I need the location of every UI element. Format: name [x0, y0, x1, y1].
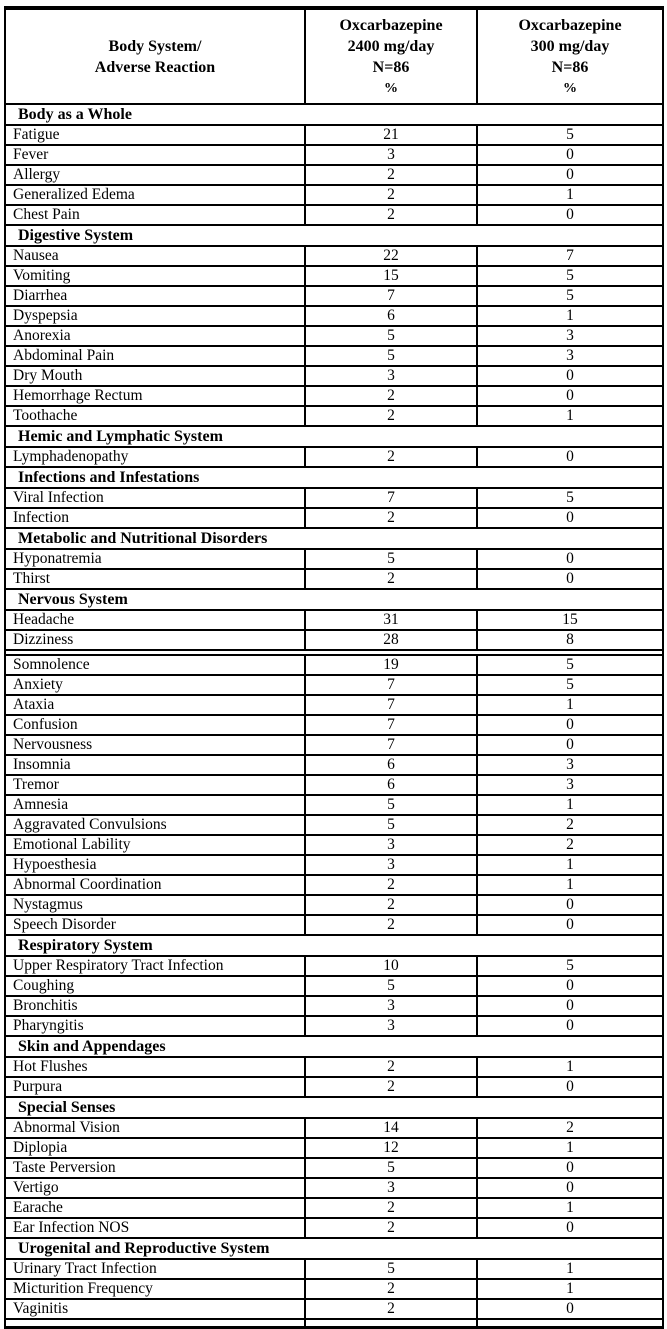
value-2400mg: 7 [305, 488, 477, 508]
reaction-name: Aggravated Convulsions [5, 815, 305, 835]
table-row [5, 956, 663, 976]
table-row [5, 1158, 663, 1178]
header-300-dose: 300 mg/day [530, 37, 610, 55]
table-row [5, 795, 663, 815]
table-header-row [5, 8, 663, 104]
value-300mg: 5 [477, 266, 663, 286]
table-row [5, 996, 663, 1016]
reaction-name: Viral Infection [5, 488, 305, 508]
table-row [5, 1178, 663, 1198]
table-row [5, 855, 663, 875]
table-row [5, 735, 663, 755]
value-2400mg: 10 [305, 956, 477, 976]
reaction-name: Somnolence [5, 655, 305, 675]
table-row [5, 246, 663, 266]
value-2400mg: 7 [305, 286, 477, 306]
header-body-system [5, 8, 305, 104]
value-300mg: 0 [477, 366, 663, 386]
reaction-name: Upper Respiratory Tract Infection [5, 956, 305, 976]
table-row [5, 976, 663, 996]
reaction-name: Nervousness [5, 735, 305, 755]
table-row [5, 815, 663, 835]
reaction-name: Vertigo [5, 1178, 305, 1198]
table-row [5, 755, 663, 775]
header-oxcarbazepine-2400 [305, 8, 477, 104]
value-2400mg: 2 [305, 1077, 477, 1097]
value-300mg: 2 [477, 835, 663, 855]
section-title: Body as a Whole [5, 104, 663, 125]
table-row [5, 1198, 663, 1218]
value-300mg: 5 [477, 675, 663, 695]
value-2400mg: 2 [305, 508, 477, 528]
value-2400mg: 6 [305, 306, 477, 326]
table-row [5, 1279, 663, 1299]
value-2400mg: 7 [305, 715, 477, 735]
value-300mg: 0 [477, 569, 663, 589]
section-title: Infections and Infestations [5, 467, 663, 488]
value-300mg: 2 [477, 1118, 663, 1138]
adverse-reactions-table [4, 6, 664, 1329]
table-row [5, 835, 663, 855]
table-row [5, 549, 663, 569]
value-2400mg: 5 [305, 815, 477, 835]
value-300mg: 0 [477, 1178, 663, 1198]
table-row [5, 715, 663, 735]
section-header-row [5, 426, 663, 447]
reaction-name: Dry Mouth [5, 366, 305, 386]
reaction-name: Diplopia [5, 1138, 305, 1158]
value-2400mg: 6 [305, 775, 477, 795]
value-2400mg: 21 [305, 125, 477, 145]
value-2400mg: 5 [305, 1158, 477, 1178]
reaction-name: Hyponatremia [5, 549, 305, 569]
value-2400mg: 5 [305, 1259, 477, 1279]
table-row [5, 286, 663, 306]
value-2400mg: 3 [305, 366, 477, 386]
table-row [5, 1299, 663, 1319]
value-300mg: 5 [477, 286, 663, 306]
table-row [5, 266, 663, 286]
table-row [5, 695, 663, 715]
value-300mg: 1 [477, 306, 663, 326]
reaction-name: Tremor [5, 775, 305, 795]
table-row [5, 915, 663, 935]
reaction-name: Abnormal Vision [5, 1118, 305, 1138]
value-2400mg: 2 [305, 165, 477, 185]
value-300mg: 0 [477, 165, 663, 185]
value-300mg: 1 [477, 795, 663, 815]
cropped-empty-cell [305, 1319, 477, 1328]
value-300mg: 1 [477, 1138, 663, 1158]
table-row [5, 1016, 663, 1036]
table-row [5, 569, 663, 589]
reaction-name: Nystagmus [5, 895, 305, 915]
value-300mg: 1 [477, 406, 663, 426]
cropped-empty-cell [5, 1319, 305, 1328]
value-300mg: 1 [477, 1279, 663, 1299]
reaction-name: Purpura [5, 1077, 305, 1097]
table-row [5, 406, 663, 426]
table-row [5, 165, 663, 185]
reaction-name: Allergy [5, 165, 305, 185]
reaction-name: Dizziness [5, 630, 305, 650]
reaction-name: Bronchitis [5, 996, 305, 1016]
cropped-empty-row [5, 1319, 663, 1328]
value-300mg: 0 [477, 1158, 663, 1178]
value-2400mg: 7 [305, 675, 477, 695]
table-row [5, 386, 663, 406]
value-300mg: 0 [477, 915, 663, 935]
value-2400mg: 5 [305, 976, 477, 996]
reaction-name: Thirst [5, 569, 305, 589]
value-300mg: 5 [477, 125, 663, 145]
section-title: Digestive System [5, 225, 663, 246]
table-row [5, 1118, 663, 1138]
header-body-system-line1: Body System/ [108, 37, 202, 55]
value-300mg: 1 [477, 1198, 663, 1218]
reaction-name: Anorexia [5, 326, 305, 346]
header-2400-percent: % [384, 80, 398, 96]
value-2400mg: 2 [305, 205, 477, 225]
value-300mg: 3 [477, 326, 663, 346]
section-title: Skin and Appendages [5, 1036, 663, 1057]
section-header-row [5, 225, 663, 246]
value-300mg: 5 [477, 488, 663, 508]
value-300mg: 0 [477, 715, 663, 735]
value-2400mg: 3 [305, 145, 477, 165]
value-2400mg: 14 [305, 1118, 477, 1138]
section-title: Metabolic and Nutritional Disorders [5, 528, 663, 549]
value-300mg: 1 [477, 1259, 663, 1279]
reaction-name: Hemorrhage Rectum [5, 386, 305, 406]
table-row [5, 366, 663, 386]
value-300mg: 5 [477, 655, 663, 675]
table-row [5, 675, 663, 695]
value-300mg: 0 [477, 996, 663, 1016]
reaction-name: Taste Perversion [5, 1158, 305, 1178]
header-oxcarbazepine-300 [477, 8, 663, 104]
value-300mg: 3 [477, 775, 663, 795]
table-row [5, 775, 663, 795]
value-300mg: 0 [477, 1077, 663, 1097]
value-2400mg: 6 [305, 755, 477, 775]
section-header-row [5, 589, 663, 610]
section-title: Special Senses [5, 1097, 663, 1118]
value-2400mg: 5 [305, 326, 477, 346]
section-header-row [5, 528, 663, 549]
value-2400mg: 2 [305, 185, 477, 205]
value-2400mg: 2 [305, 1279, 477, 1299]
value-300mg: 0 [477, 447, 663, 467]
value-300mg: 0 [477, 735, 663, 755]
table-row [5, 1077, 663, 1097]
value-2400mg: 31 [305, 610, 477, 630]
table-row [5, 205, 663, 225]
value-300mg: 0 [477, 1016, 663, 1036]
value-2400mg: 12 [305, 1138, 477, 1158]
value-300mg: 0 [477, 549, 663, 569]
reaction-name: Anxiety [5, 675, 305, 695]
reaction-name: Pharyngitis [5, 1016, 305, 1036]
table-row [5, 1138, 663, 1158]
value-300mg: 0 [477, 386, 663, 406]
value-2400mg: 5 [305, 795, 477, 815]
value-300mg: 0 [477, 1299, 663, 1319]
reaction-name: Abnormal Coordination [5, 875, 305, 895]
reaction-name: Fever [5, 145, 305, 165]
header-2400-drug: Oxcarbazepine [339, 16, 443, 34]
table-row [5, 610, 663, 630]
table-row [5, 895, 663, 915]
value-300mg: 3 [477, 755, 663, 775]
reaction-name: Hypoesthesia [5, 855, 305, 875]
table-body [5, 104, 663, 1328]
section-title: Respiratory System [5, 935, 663, 956]
value-2400mg: 5 [305, 549, 477, 569]
value-2400mg: 2 [305, 1198, 477, 1218]
header-2400-dose: 2400 mg/day [347, 37, 435, 55]
value-2400mg: 3 [305, 1016, 477, 1036]
value-2400mg: 19 [305, 655, 477, 675]
value-2400mg: 3 [305, 855, 477, 875]
section-header-row [5, 104, 663, 125]
value-2400mg: 2 [305, 1057, 477, 1077]
reaction-name: Earache [5, 1198, 305, 1218]
reaction-name: Vomiting [5, 266, 305, 286]
reaction-name: Chest Pain [5, 205, 305, 225]
value-2400mg: 22 [305, 246, 477, 266]
reaction-name: Nausea [5, 246, 305, 266]
value-2400mg: 7 [305, 735, 477, 755]
value-300mg: 7 [477, 246, 663, 266]
table-row [5, 630, 663, 650]
value-300mg: 0 [477, 145, 663, 165]
value-2400mg: 3 [305, 996, 477, 1016]
section-title: Urogenital and Reproductive System [5, 1238, 663, 1259]
reaction-name: Abdominal Pain [5, 346, 305, 366]
reaction-name: Generalized Edema [5, 185, 305, 205]
table-row [5, 326, 663, 346]
value-2400mg: 2 [305, 1299, 477, 1319]
header-300-drug: Oxcarbazepine [518, 16, 622, 34]
value-300mg: 0 [477, 895, 663, 915]
section-header-row [5, 467, 663, 488]
reaction-name: Speech Disorder [5, 915, 305, 935]
table-row [5, 447, 663, 467]
reaction-name: Insomnia [5, 755, 305, 775]
value-300mg: 3 [477, 346, 663, 366]
reaction-name: Fatigue [5, 125, 305, 145]
table-row [5, 1259, 663, 1279]
reaction-name: Infection [5, 508, 305, 528]
reaction-name: Confusion [5, 715, 305, 735]
value-300mg: 8 [477, 630, 663, 650]
reaction-name: Emotional Lability [5, 835, 305, 855]
value-300mg: 1 [477, 855, 663, 875]
table-row [5, 145, 663, 165]
section-header-row [5, 1097, 663, 1118]
table-row [5, 125, 663, 145]
value-300mg: 0 [477, 205, 663, 225]
value-2400mg: 7 [305, 695, 477, 715]
reaction-name: Headache [5, 610, 305, 630]
value-2400mg: 2 [305, 875, 477, 895]
table-row [5, 306, 663, 326]
value-300mg: 1 [477, 875, 663, 895]
value-2400mg: 2 [305, 406, 477, 426]
value-300mg: 5 [477, 956, 663, 976]
reaction-name: Diarrhea [5, 286, 305, 306]
value-2400mg: 2 [305, 1218, 477, 1238]
header-300-percent: % [563, 80, 577, 96]
value-2400mg: 28 [305, 630, 477, 650]
value-2400mg: 2 [305, 386, 477, 406]
table-row [5, 655, 663, 675]
table-row [5, 875, 663, 895]
value-300mg: 1 [477, 185, 663, 205]
value-300mg: 15 [477, 610, 663, 630]
value-300mg: 0 [477, 1218, 663, 1238]
reaction-name: Hot Flushes [5, 1057, 305, 1077]
value-2400mg: 2 [305, 895, 477, 915]
value-2400mg: 2 [305, 915, 477, 935]
header-2400-n: N=86 [372, 58, 410, 76]
header-300-n: N=86 [551, 58, 589, 76]
value-2400mg: 15 [305, 266, 477, 286]
table-row [5, 488, 663, 508]
value-300mg: 2 [477, 815, 663, 835]
reaction-name: Toothache [5, 406, 305, 426]
value-2400mg: 2 [305, 447, 477, 467]
reaction-name: Urinary Tract Infection [5, 1259, 305, 1279]
table-row [5, 1218, 663, 1238]
reaction-name: Amnesia [5, 795, 305, 815]
reaction-name: Dyspepsia [5, 306, 305, 326]
value-2400mg: 3 [305, 835, 477, 855]
value-300mg: 0 [477, 508, 663, 528]
reaction-name: Coughing [5, 976, 305, 996]
reaction-name: Ataxia [5, 695, 305, 715]
table-row [5, 508, 663, 528]
header-body-system-line2: Adverse Reaction [94, 58, 216, 76]
value-300mg: 1 [477, 1057, 663, 1077]
value-2400mg: 3 [305, 1178, 477, 1198]
table-row [5, 346, 663, 366]
section-header-row [5, 1238, 663, 1259]
section-title: Hemic and Lymphatic System [5, 426, 663, 447]
section-title: Nervous System [5, 589, 663, 610]
value-300mg: 0 [477, 976, 663, 996]
value-2400mg: 5 [305, 346, 477, 366]
reaction-name: Vaginitis [5, 1299, 305, 1319]
section-header-row [5, 1036, 663, 1057]
reaction-name: Micturition Frequency [5, 1279, 305, 1299]
value-2400mg: 2 [305, 569, 477, 589]
section-header-row [5, 935, 663, 956]
cropped-empty-cell [477, 1319, 663, 1328]
reaction-name: Lymphadenopathy [5, 447, 305, 467]
table-row [5, 1057, 663, 1077]
value-300mg: 1 [477, 695, 663, 715]
reaction-name: Ear Infection NOS [5, 1218, 305, 1238]
table-row [5, 185, 663, 205]
